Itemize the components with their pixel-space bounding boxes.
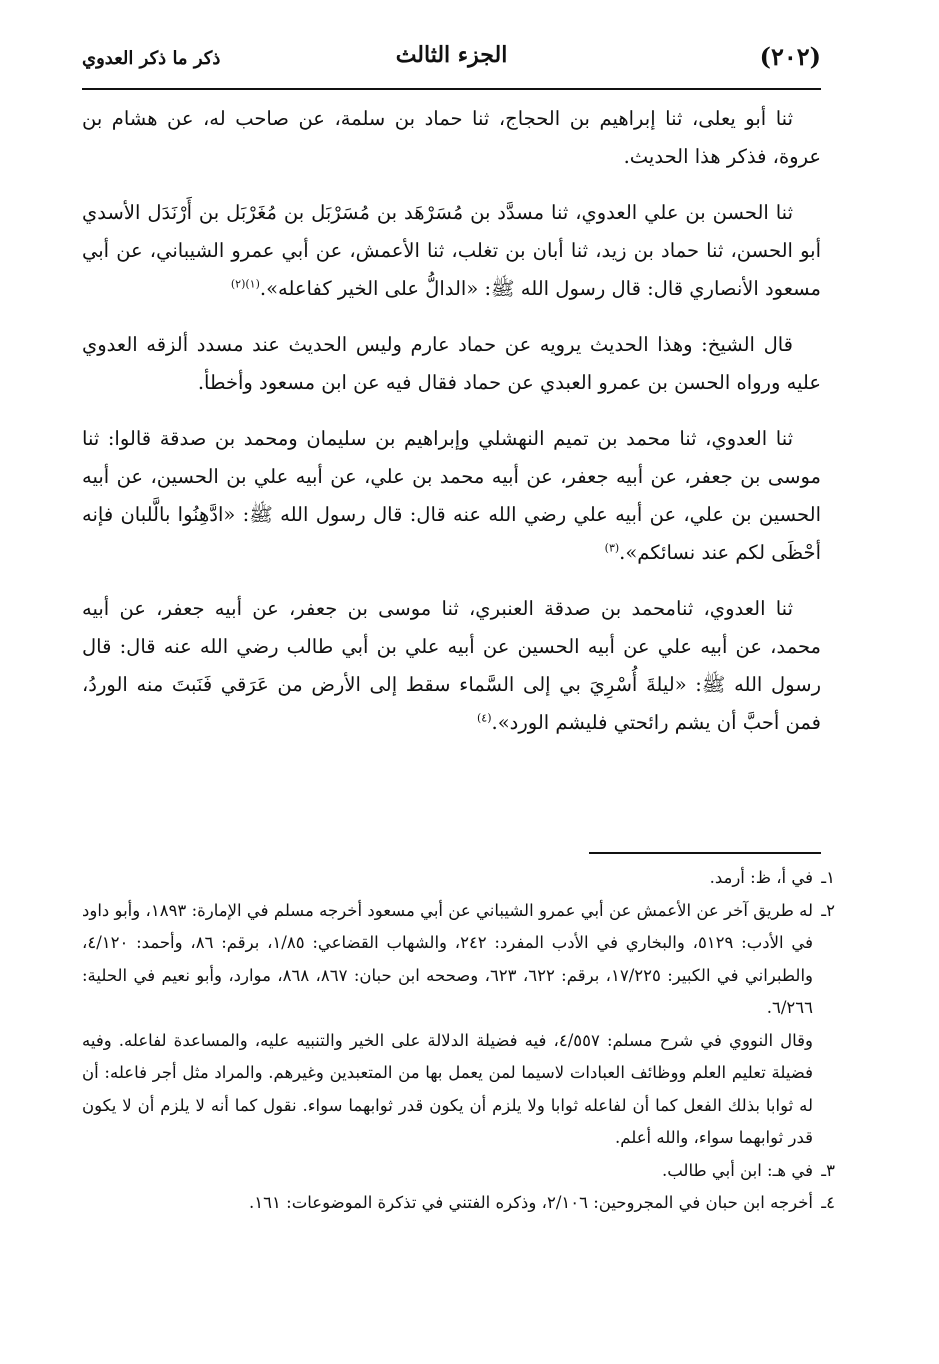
- section-title: ذكر ما ذكر العدوي: [82, 48, 221, 69]
- footnote-text: في أ، ظ: أرمد.: [709, 868, 813, 887]
- part-title: الجزء الثالث: [395, 42, 508, 68]
- footnote: [82, 1155, 835, 1188]
- footnote-ref[interactable]: (٤): [477, 711, 492, 725]
- footnote-text: له طريق آخر عن الأعمش عن أبي عمرو الشيباني عن أبي مسعود أخرجه مسلم في الإمارة: ١٨٩٣، وأبو داود في الأدب: ٥١٢٩، والبخاري في الأدب المفرد: ٢٤٢، والشهاب القضاعي: ١/٨٥، برقم: ٨٦، وأحمد: ٤/١٢٠، والطبراني في الكبير: ١٧/٢٢٥، برقم: ٦٢٢، ٦٢٣، وصححه ابن حبان: ٨٦٧، ٨٦٨، موارد، وأبو نعيم في الحلية: ٦/٢٦٦.: [82, 900, 814, 1017]
- footnote-number: ٣ـ: [821, 1160, 835, 1180]
- footnote-ref[interactable]: (١): [245, 277, 260, 291]
- paragraph: قال الشيخ: وهذا الحديث يرويه عن حماد عارم وليس الحديث عند مسدد ألزقه العدوي عليه ورواه الحسن بن عمرو العبدي عن حماد فقال فيه عن ابن مسعود وأخطأ.: [82, 333, 821, 394]
- footnote-number: ١ـ: [821, 868, 835, 887]
- main-text: [82, 100, 821, 760]
- footnote-text: أخرجه ابن حبان في المجروحين: ٢/١٠٦، وذكره الفتني في تذكرة الموضوعات: ١٦١.: [249, 1193, 813, 1212]
- paragraph: ثنا العدوي، ثنا محمد بن تميم النهشلي وإبراهيم بن سليمان ومحمد بن صدقة قالوا: ثنا موسى بن جعفر، عن أبيه جعفر، عن أبيه محمد بن علي، عن أبيه علي بن الحسين، عن أبيه الحسين بن علي، عن أبيه علي رضي الله عنه قال: قال رسول الله ﷺ: «ادَّهِنُوا بالَّلبان فإنه أحْظَى لكم عند نسائكم».$^{(٣)}$: [82, 427, 821, 564]
- page-number: (٢٠٢): [759, 42, 821, 71]
- footnote-divider: [589, 852, 821, 854]
- page-header: [82, 38, 821, 90]
- footnote-number: ٤ـ: [821, 1193, 835, 1212]
- footnote: [82, 1187, 835, 1220]
- footnotes: [82, 862, 835, 1220]
- paragraph: ثنا العدوي، ثنامحمد بن صدقة العنبري، ثنا موسى بن جعفر، عن أبيه جعفر، عن أبيه محمد، عن أبيه علي عن أبيه الحسين عن أبيه علي بن أبي طالب رضي الله عنه قال: قال رسول الله ﷺ: «ليلةَ أُسْرِيَ بي إلى السَّماء سقط إلى الأرض من عَرَقي فَنَبتَ منه الوردُ، فمن أحبَّ أن يشم رائحتي فليشم الورد».$^{(٤)}$: [82, 597, 821, 734]
- footnote: [82, 895, 835, 1155]
- footnote-ref[interactable]: (٣): [604, 541, 620, 555]
- footnote: [82, 862, 835, 895]
- footnote-text: في هـ: ابن أبي طالب.: [661, 1160, 813, 1180]
- footnote-continuation: وقال النووي في شرح مسلم: ٤/٥٥٧، فيه فضيلة الدلالة على الخير والتنبيه عليه، والمساعدة لفاعله. وفيه فضيلة تعليم العلم ووظائف العبادات لاسيما لمن يعمل بها من المتعبدين وغيرهم. والمراد مثل أجر فاعله: أن له ثوابا بذلك الفعل كما أن لفاعله ثوابا ولا يلزم أن يكون قدر ثوابهما سواء. نقول كما أنه لا يلزم أن لا يكون قدر ثوابهما سواء، والله أعلم.: [82, 1030, 814, 1147]
- paragraph: ثنا أبو يعلى، ثنا إبراهيم بن الحجاج، ثنا حماد بن سلمة، عن صاحب له، عن هشام بن عروة، فذكر هذا الحديث.: [82, 107, 821, 168]
- footnote-ref[interactable]: (٢): [230, 277, 246, 291]
- footnote-number: ٢ـ: [821, 900, 835, 920]
- paragraph: ثنا الحسن بن علي العدوي، ثنا مسدَّد بن مُسَرْهَد بن مُسَرْبَل بن مُغَرْبَل بن أَرْنَدَل الأسدي أبو الحسن، ثنا حماد بن زيد، ثنا أبان بن تغلب، ثنا الأعمش، عن أبي عمرو الشيباني، عن أبي مسعود الأنصاري قال: قال رسول الله ﷺ: «الدالُّ على الخير كفاعله».$^{(١)(٢)}$: [82, 201, 821, 300]
